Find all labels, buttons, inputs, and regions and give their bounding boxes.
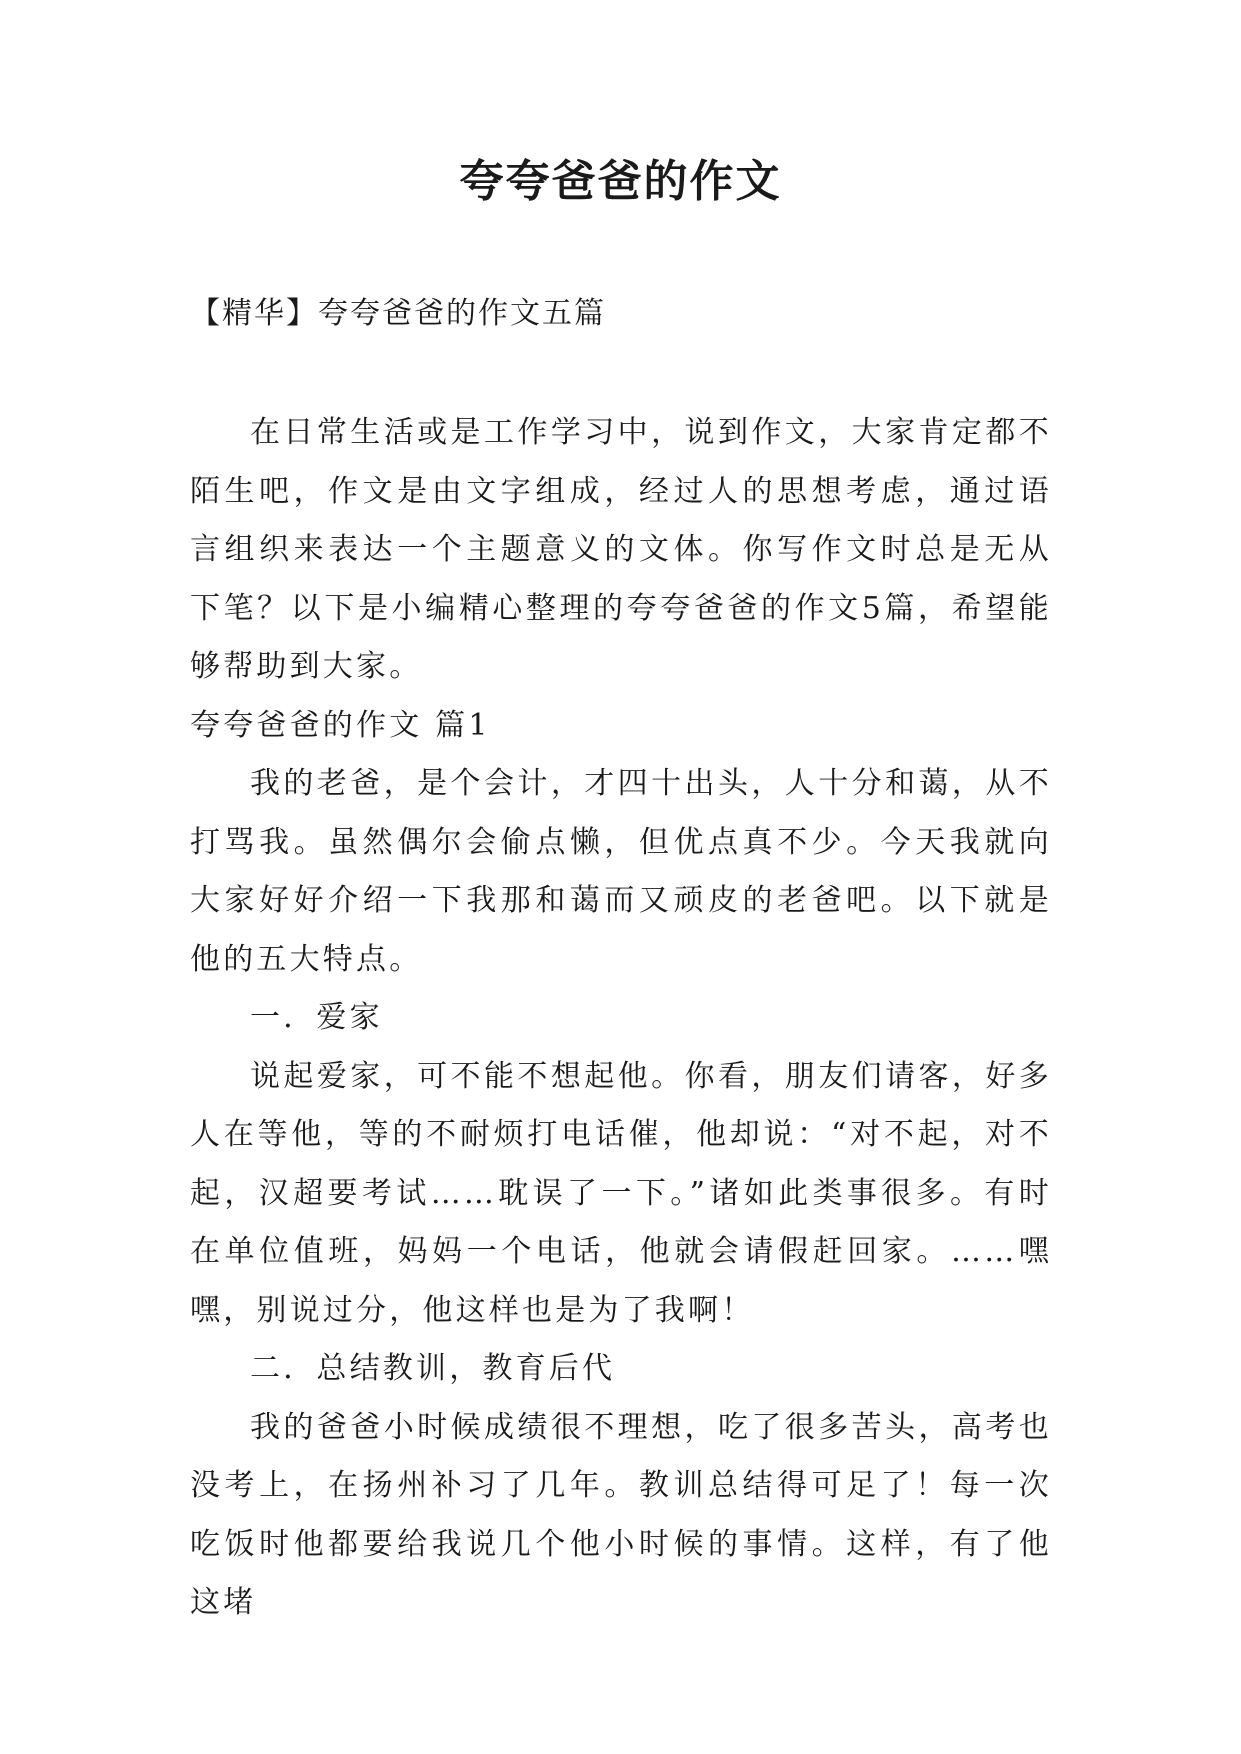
section-heading: 夸夸爸爸的作文 篇1 xyxy=(190,707,491,743)
body-paragraph: 我的老爸，是个会计，才四十出头，人十分和蔼，从不打骂我。虽然偶尔会偷点懒，但优点真不少。今天我就向大家好好介绍一下我那和蔼而又顽皮的老爸吧。以下就是他的五大特点。 xyxy=(190,766,1052,977)
body-paragraph: 说起爱家，可不能不想起他。你看，朋友们请客，好多人在等他，等的不耐烦打电话催，他却说：“对不起，对不起，汉超要考试……耽误了一下。”诸如此类事很多。有时在单位值班，妈妈一个电话，他就会请假赶回家。……嘿嘿，别说过分，他这样也是为了我啊！ xyxy=(190,1058,1052,1328)
document-subtitle: 【精华】夸夸爸爸的作文五篇 xyxy=(190,296,606,331)
document-title: 夸夸爸爸的作文 xyxy=(459,156,782,207)
document-body xyxy=(190,404,1052,1633)
body-paragraph: 我的爸爸小时候成绩很不理想，吃了很多苦头，高考也没考上，在扬州补习了几年。教训总结得可足了！每一次吃饭时他都要给我说几个他小时候的事情。这样，有了他这堵 xyxy=(190,1409,1052,1620)
point-heading: 二．总结教训，教育后代 xyxy=(250,1351,616,1386)
intro-paragraph: 在日常生活或是工作学习中，说到作文，大家肯定都不陌生吧，作文是由文字组成，经过人的思想考虑，通过语言组织来表达一个主题意义的文体。你写作文时总是无从下笔？以下是小编精心整理的夸夸爸爸的作文5篇，希望能够帮助到大家。 xyxy=(190,415,1052,684)
point-heading: 一．爱家 xyxy=(250,1000,383,1035)
